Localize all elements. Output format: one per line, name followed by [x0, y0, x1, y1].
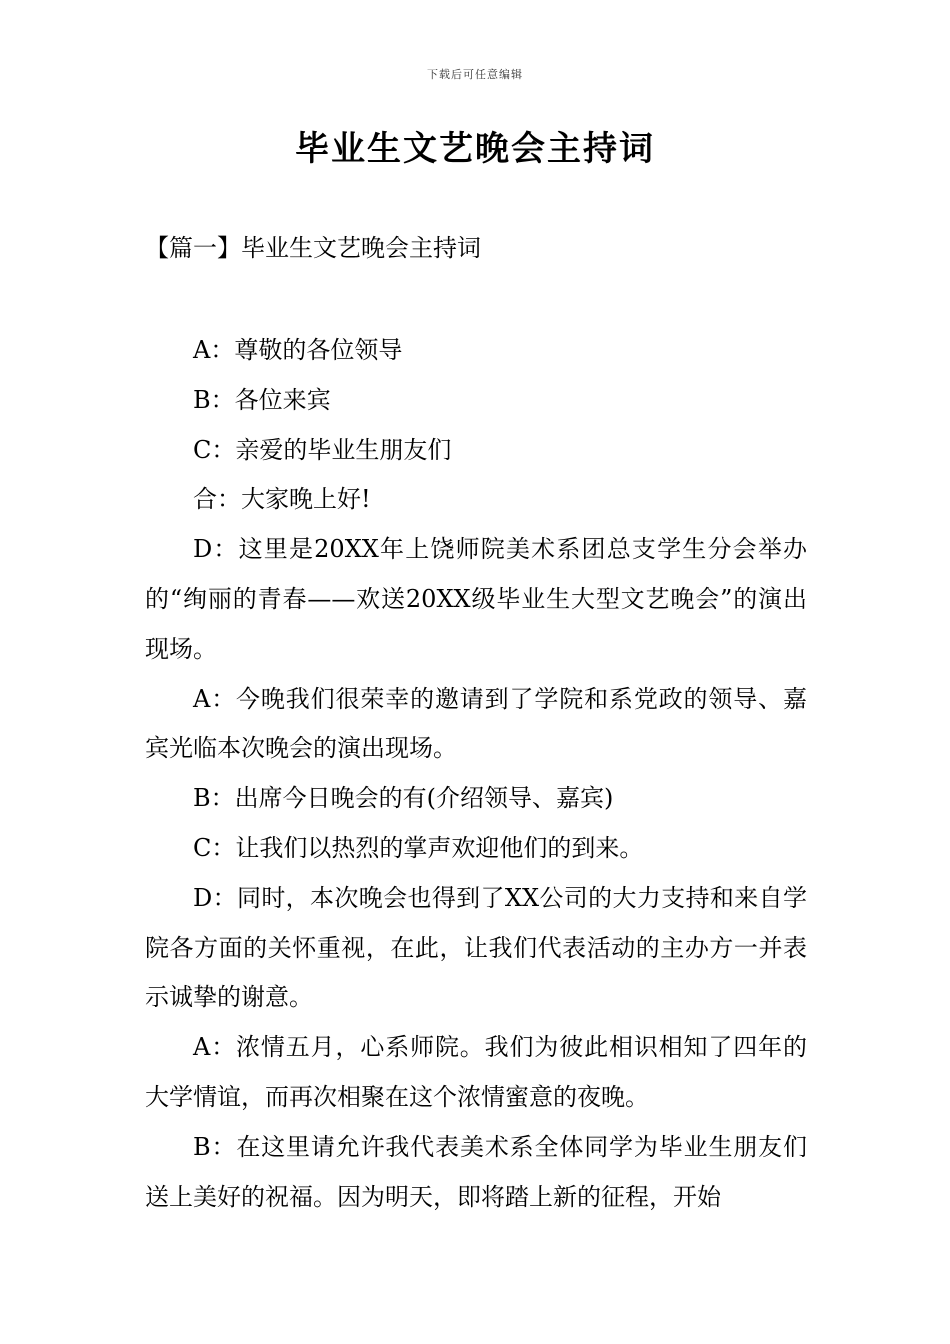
- paragraph: B：出席今日晚会的有(介绍领导、嘉宾): [193, 784, 614, 813]
- paragraph: A：浓情五月，心系师院。我们为彼此相识相知了四年的大学情谊，而再次相聚在这个浓情蜜意的夜晚。: [145, 1033, 807, 1111]
- paragraph: D：这里是20XX年上饶师院美术系团总支学生分会举办的“绚丽的青春——欢送20XX级毕业生大型文艺晚会”的演出现场。: [145, 535, 807, 663]
- paragraph: A：今晚我们很荣幸的邀请到了学院和系党政的领导、嘉宾光临本次晚会的演出现场。: [145, 684, 807, 763]
- paragraph: C：亲爱的毕业生朋友们: [193, 435, 452, 464]
- header-note: 下载后可任意编辑: [427, 68, 523, 81]
- paragraph: 合：大家晚上好!: [193, 485, 371, 514]
- paragraph: B：在这里请允许我代表美术系全体同学为毕业生朋友们送上美好的祝福。因为明天，即将踏上新的征程，开始: [145, 1132, 807, 1211]
- section-heading: 【篇一】毕业生文艺晚会主持词: [145, 234, 481, 262]
- paragraph: A：尊敬的各位领导: [193, 336, 403, 364]
- paragraph: C：让我们以热烈的掌声欢迎他们的到来。: [193, 833, 644, 862]
- body-text: [145, 326, 807, 1222]
- paragraph: D：同时，本次晚会也得到了XX公司的大力支持和来自学院各方面的关怀重视，在此，让我们代表活动的主办方一并表示诚挚的谢意。: [145, 883, 807, 1012]
- document-title: 毕业生文艺晚会主持词: [295, 129, 655, 169]
- paragraph: B：各位来宾: [193, 385, 331, 414]
